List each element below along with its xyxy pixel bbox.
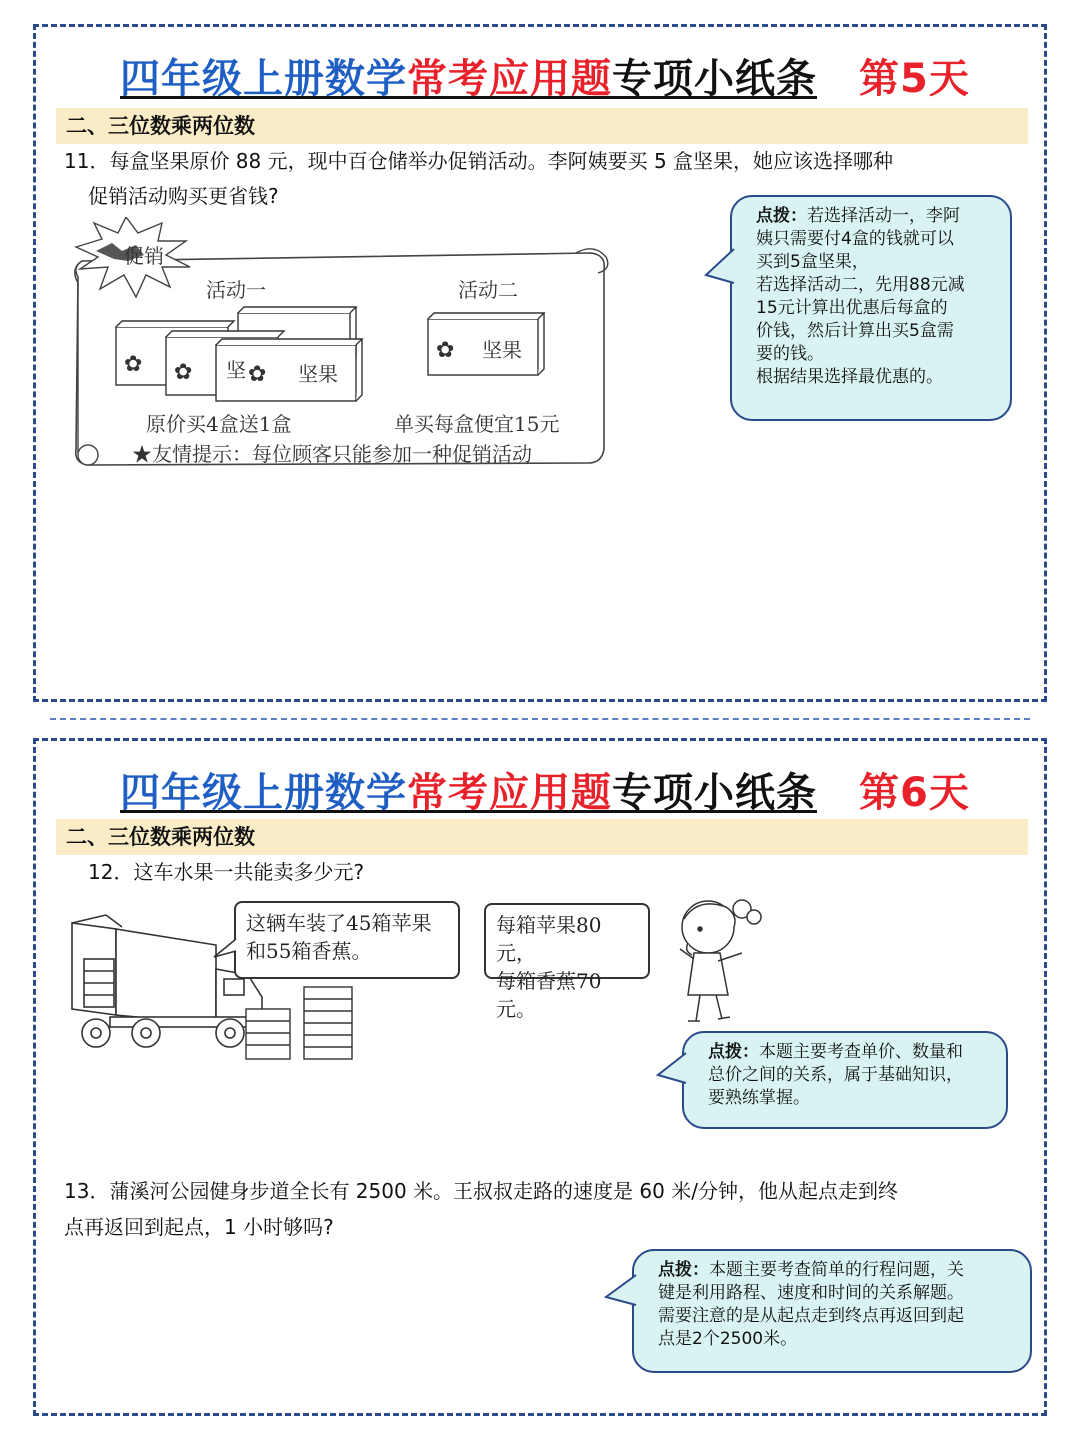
promo-badge-text: 促销 [124, 244, 164, 268]
nut-icon: ✿ [174, 360, 193, 385]
section-heading: 二、三位数乘两位数 [56, 819, 1028, 855]
hint-box-q12: 点拨：本题主要考查单价、数量和 总价之间的关系，属于基础知识， 要熟练掌握。 [682, 1031, 1008, 1129]
svg-text:坚: 坚 [226, 358, 246, 382]
activity1-desc: 原价买4盒送1盒 [146, 412, 292, 436]
promotion-scroll-illustration [66, 217, 616, 477]
activity2-label: 活动二 [458, 278, 518, 302]
activity1-label: 活动一 [206, 278, 266, 302]
girl-icon [658, 891, 768, 1031]
crates-icon [244, 985, 356, 1065]
nut-icon: ✿ [124, 352, 143, 377]
day5-label: 第5天 [859, 56, 970, 102]
activity2-desc: 单买每盒便宜15元 [394, 412, 560, 436]
hint-box-q13: 点拨：本题主要考查简单的行程问题，关 键是利用路程、速度和时间的关系解题。 需要注意的是从起点走到终点再返回到起 点是2个2500米。 [632, 1249, 1032, 1373]
card-separator [50, 718, 1030, 720]
promo-notice: ★友情提示：每位顾客只能参加一种促销活动 [132, 442, 532, 466]
day6-label: 第6天 [859, 770, 970, 816]
day6-title: 四年级上册数学常考应用题专项小纸条 第6天 [120, 761, 970, 821]
callout-tail-icon [656, 1051, 688, 1091]
question-11-line1: 11．每盒坚果原价 88 元，现中百仓储举办促销活动。李阿姨要买 5 盒坚果，她应该选择哪种 [64, 149, 894, 173]
nut-box-label: 坚果 [482, 338, 522, 362]
speech-bubble-girl: 每箱苹果80元， 每箱香蕉70元。 [484, 903, 650, 979]
question-13-line1: 13．蒲溪河公园健身步道全长有 2500 米。王叔叔走路的速度是 60 米/分钟，他从起点走到终 [64, 1179, 898, 1203]
nut-icon: ✿ [248, 362, 267, 387]
callout-tail-icon [604, 1273, 638, 1313]
day6-card [33, 738, 1047, 1416]
nut-box-label: 坚果 [298, 362, 338, 386]
speech-bubble-truck: 这辆车装了45箱苹果 和55箱香蕉。 [234, 901, 460, 979]
day5-title: 四年级上册数学常考应用题专项小纸条 第5天 [120, 47, 970, 107]
question-11-line2: 促销活动购买更省钱? [88, 184, 279, 208]
question-13-line2: 点再返回到起点，1 小时够吗? [64, 1215, 334, 1239]
hint-box-q11: 点拨：若选择活动一，李阿 姨只需要付4盒的钱就可以 买到5盒坚果， 若选择活动二，先用88元减 15元计算出优惠后每盒的 价钱，然后计算出买5盒需 要的钱。 根据结果选择最优惠的。 [730, 195, 1012, 421]
bubble-tail-icon [212, 937, 238, 959]
question-12: 12．这车水果一共能卖多少元? [88, 860, 365, 884]
nut-icon: ✿ [436, 338, 455, 363]
day5-card [33, 24, 1047, 702]
section-heading: 二、三位数乘两位数 [56, 108, 1028, 144]
callout-tail-icon [704, 247, 736, 287]
